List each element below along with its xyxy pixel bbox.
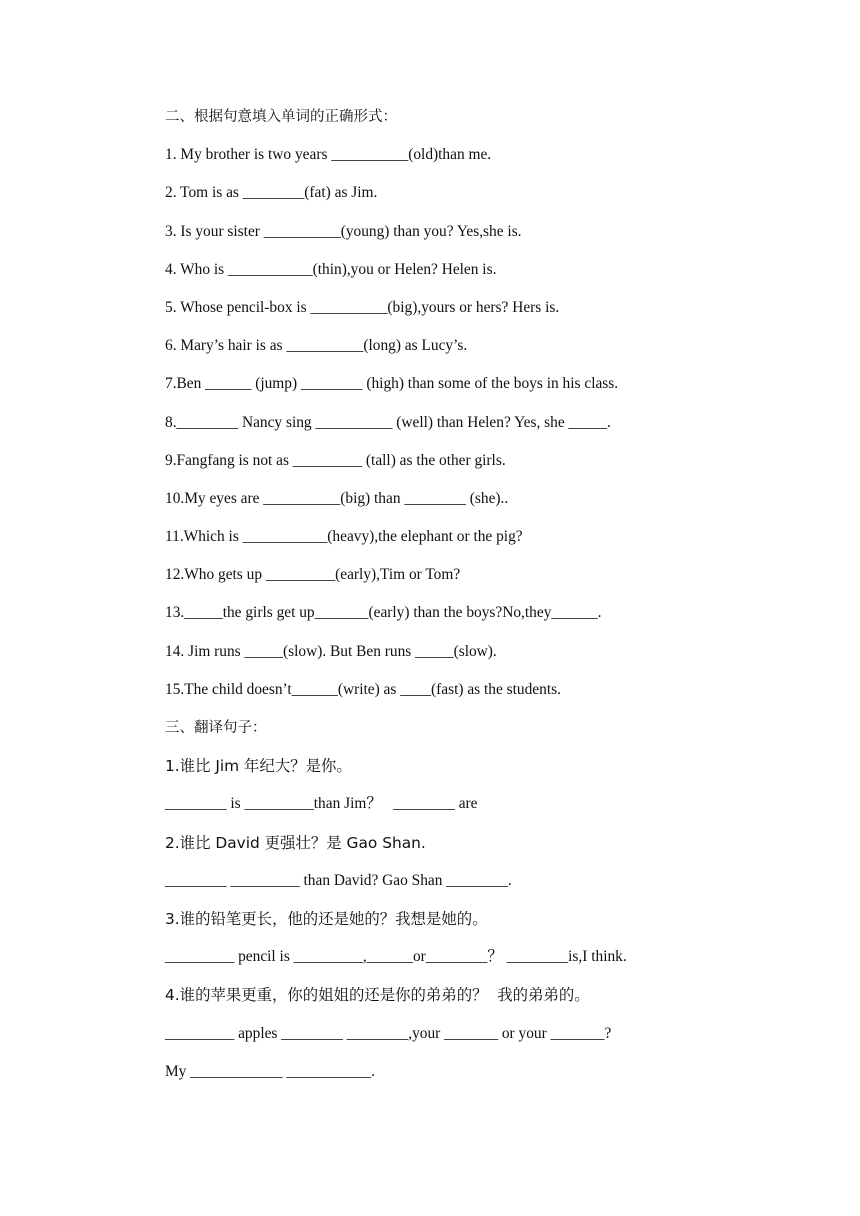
exercise-item-12: 12.Who gets up _________(early),Tim or Tom? [165,566,461,584]
section-heading-fill-in: 二、根据句意填入单词的正确形式： [165,109,397,125]
section-heading-translate: 三、翻译句子： [165,720,267,736]
exercise-item-5: 5. Whose pencil-box is __________(big),yours or hers? Hers is. [165,298,560,316]
exercise-item-10: 10.My eyes are __________(big) than ________ (she).. [165,489,509,507]
translate-answer-1: ________ is _________than Jim？ ________ are [165,795,478,813]
translate-answer-4a: _________ apples ________ ________,your _______ or your _______? [165,1024,612,1042]
exercise-item-15: 15.The child doesn’t______(write) as ____(fast) as the students. [165,680,561,698]
exercise-item-11: 11.Which is ___________(heavy),the elephant or the pig? [165,528,523,546]
exercise-item-7: 7.Ben ______ (jump) ________ (high) than some of the boys in his class. [165,375,619,393]
translate-prompt-2: 2.谁比 David 更强壮？是 Gao Shan. [165,833,426,852]
exercise-item-4: 4. Who is ___________(thin),you or Helen? Helen is. [165,260,497,278]
exercise-item-6: 6. Mary’s hair is as __________(long) as Lucy’s. [165,337,468,355]
translate-answer-2: ________ _________ than David? Gao Shan ________. [165,871,512,889]
translate-answer-3: _________ pencil is _________,______or________？ ________is,I think. [165,948,627,966]
translate-prompt-3: 3.谁的铅笔更长，他的还是她的？我想是她的。 [165,909,488,928]
exercise-item-3: 3. Is your sister __________(young) than you? Yes,she is. [165,222,522,240]
exercise-item-8: 8.________ Nancy sing __________ (well) than Helen? Yes, she _____. [165,413,611,431]
exercise-item-1: 1. My brother is two years __________(old)than me. [165,146,492,164]
exercise-item-9: 9.Fangfang is not as _________ (tall) as the other girls. [165,451,506,469]
exercise-item-2: 2. Tom is as ________(fat) as Jim. [165,184,378,202]
worksheet-content [165,106,805,1099]
exercise-item-13: 13._____the girls get up_______(early) than the boys?No,they______. [165,604,602,622]
translate-prompt-1: 1.谁比 Jim 年纪大？是你。 [165,757,352,776]
exercise-item-14: 14. Jim runs _____(slow). But Ben runs _____(slow). [165,642,497,660]
translate-prompt-4: 4.谁的苹果更重，你的姐姐的还是你的弟弟的？ 我的弟弟的。 [165,986,590,1005]
translate-answer-4b: My ____________ ___________. [165,1062,375,1080]
